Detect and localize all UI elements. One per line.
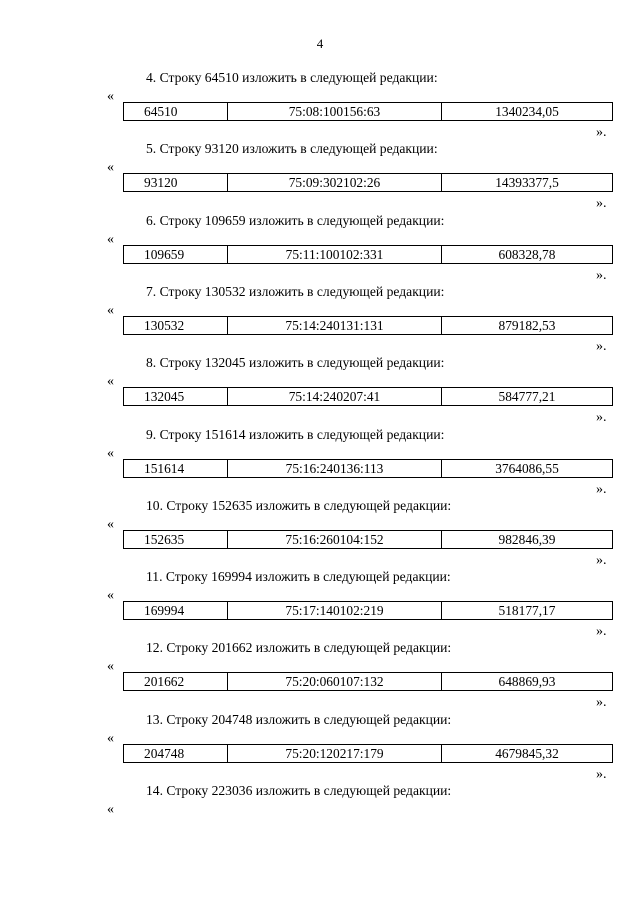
opening-quote: «: [107, 731, 114, 746]
value-cell: 14393377,5: [442, 174, 613, 192]
opening-quote: «: [107, 232, 114, 247]
row-number-cell: 132045: [124, 388, 228, 406]
item-heading: 9. Строку 151614 изложить в следующей редакции:: [146, 427, 445, 442]
item-heading: 6. Строку 109659 изложить в следующей редакции:: [146, 213, 445, 228]
row-number-cell: 64510: [124, 103, 228, 121]
table-row: [124, 174, 613, 192]
value-cell: 4679845,32: [442, 745, 613, 763]
row-table: [123, 601, 613, 620]
value-cell: 518177,17: [442, 602, 613, 620]
cadastral-number-cell: 75:14:240207:41: [228, 388, 442, 406]
item-heading: 12. Строку 201662 изложить в следующей редакции:: [146, 640, 452, 655]
amendment-item: [0, 640, 640, 713]
row-table: [123, 744, 613, 763]
row-number-cell: 130532: [124, 317, 228, 335]
closing-quote: ».: [596, 196, 607, 211]
row-number-cell: 201662: [124, 673, 228, 691]
row-table: [123, 173, 613, 192]
opening-quote: «: [107, 303, 114, 318]
closing-quote: ».: [596, 553, 607, 568]
value-cell: 982846,39: [442, 531, 613, 549]
value-cell: 879182,53: [442, 317, 613, 335]
opening-quote: «: [107, 659, 114, 674]
cadastral-number-cell: 75:09:302102:26: [228, 174, 442, 192]
row-table: [123, 102, 613, 121]
cadastral-number-cell: 75:16:240136:113: [228, 460, 442, 478]
item-heading: 13. Строку 204748 изложить в следующей редакции:: [146, 712, 452, 727]
closing-quote: ».: [596, 695, 607, 710]
cadastral-number-cell: 75:08:100156:63: [228, 103, 442, 121]
value-cell: 1340234,05: [442, 103, 613, 121]
amendment-item: [0, 427, 640, 500]
table-row: [124, 745, 613, 763]
table-row: [124, 460, 613, 478]
table-row: [124, 673, 613, 691]
item-heading: 4. Строку 64510 изложить в следующей редакции:: [146, 70, 438, 85]
closing-quote: ».: [596, 767, 607, 782]
closing-quote: ».: [596, 624, 607, 639]
cadastral-number-cell: 75:11:100102:331: [228, 246, 442, 264]
item-heading: 8. Строку 132045 изложить в следующей редакции:: [146, 355, 445, 370]
opening-quote: «: [107, 588, 114, 603]
item-heading: 14. Строку 223036 изложить в следующей редакции:: [146, 783, 452, 798]
table-row: [124, 317, 613, 335]
row-number-cell: 109659: [124, 246, 228, 264]
value-cell: 648869,93: [442, 673, 613, 691]
cadastral-number-cell: 75:17:140102:219: [228, 602, 442, 620]
item-heading: 10. Строку 152635 изложить в следующей редакции:: [146, 498, 452, 513]
row-table: [123, 459, 613, 478]
table-row: [124, 388, 613, 406]
row-number-cell: 151614: [124, 460, 228, 478]
closing-quote: ».: [596, 268, 607, 283]
table-row: [124, 531, 613, 549]
amendment-item: [0, 498, 640, 571]
closing-quote: ».: [596, 339, 607, 354]
row-table: [123, 387, 613, 406]
value-cell: 3764086,55: [442, 460, 613, 478]
table-row: [124, 246, 613, 264]
closing-quote: ».: [596, 482, 607, 497]
row-number-cell: 93120: [124, 174, 228, 192]
amendment-item: [0, 355, 640, 428]
value-cell: 608328,78: [442, 246, 613, 264]
cadastral-number-cell: 75:20:120217:179: [228, 745, 442, 763]
opening-quote: «: [107, 374, 114, 389]
opening-quote: «: [107, 89, 114, 104]
amendment-item: [0, 70, 640, 143]
cadastral-number-cell: 75:20:060107:132: [228, 673, 442, 691]
row-number-cell: 204748: [124, 745, 228, 763]
amendment-item: [0, 213, 640, 286]
amendment-item: [0, 141, 640, 214]
cadastral-number-cell: 75:16:260104:152: [228, 531, 442, 549]
amendment-item: [0, 284, 640, 357]
amendment-item-last: [0, 783, 640, 856]
item-heading: 11. Строку 169994 изложить в следующей редакции:: [146, 569, 451, 584]
table-row: [124, 602, 613, 620]
row-number-cell: 169994: [124, 602, 228, 620]
row-number-cell: 152635: [124, 531, 228, 549]
opening-quote: «: [107, 446, 114, 461]
table-row: [124, 103, 613, 121]
opening-quote: «: [107, 160, 114, 175]
closing-quote: ».: [596, 125, 607, 140]
closing-quote: ».: [596, 410, 607, 425]
cadastral-number-cell: 75:14:240131:131: [228, 317, 442, 335]
row-table: [123, 316, 613, 335]
row-table: [123, 672, 613, 691]
value-cell: 584777,21: [442, 388, 613, 406]
page-number: 4: [316, 36, 324, 51]
amendment-item: [0, 712, 640, 785]
item-heading: 5. Строку 93120 изложить в следующей редакции:: [146, 141, 438, 156]
amendment-item: [0, 569, 640, 642]
row-table: [123, 530, 613, 549]
opening-quote: «: [107, 802, 114, 817]
item-heading: 7. Строку 130532 изложить в следующей редакции:: [146, 284, 445, 299]
opening-quote: «: [107, 517, 114, 532]
row-table: [123, 245, 613, 264]
